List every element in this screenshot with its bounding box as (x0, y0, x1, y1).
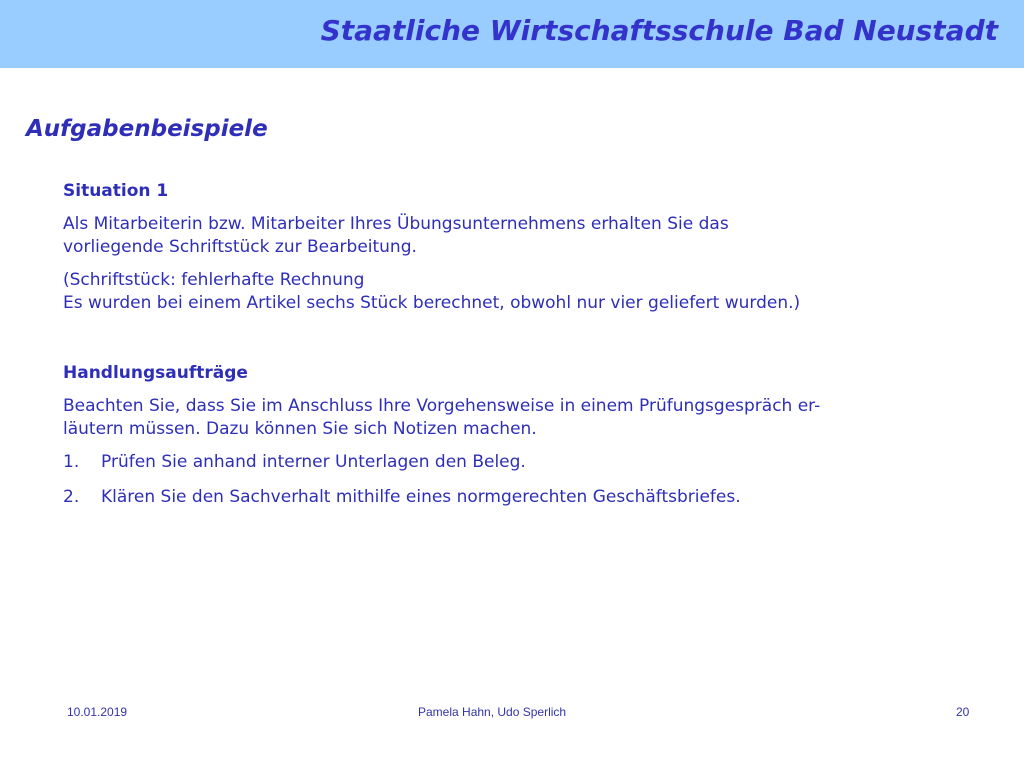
task-item-1-text: Prüfen Sie anhand interner Unterlagen den Beleg. (101, 452, 526, 472)
situation-heading: Situation 1 (63, 181, 169, 201)
school-title: Staatliche Wirtschaftsschule Bad Neustadt (320, 14, 998, 47)
task-item-2-text: Klären Sie den Sachverhalt mithilfe eines normgerechten Geschäftsbriefes. (101, 487, 741, 507)
situation-paragraph-2 (63, 269, 983, 315)
task-item-1-number: 1. (63, 452, 80, 472)
footer-date: 10.01.2019 (67, 705, 128, 719)
section-title: Aufgabenbeispiele (26, 116, 268, 142)
footer-authors: Pamela Hahn, Udo Sperlich (418, 705, 567, 719)
situation-paragraph-1-line-1: Als Mitarbeiterin bzw. Mitarbeiter Ihres Übungsunternehmens erhalten Sie das (63, 214, 729, 234)
slide-content (63, 180, 983, 521)
tasks-intro (63, 395, 983, 441)
task-item-2-number: 2. (63, 487, 80, 507)
footer-page-number: 20 (956, 705, 970, 719)
task-item-2 (63, 486, 983, 509)
situation-paragraph-2-line-1: (Schriftstück: fehlerhafte Rechnung (63, 270, 365, 290)
tasks-intro-line-2: läutern müssen. Dazu können Sie sich Notizen machen. (63, 419, 537, 439)
situation-paragraph-2-line-2: Es wurden bei einem Artikel sechs Stück berechnet, obwohl nur vier geliefert wurden.) (63, 293, 801, 313)
header-bar (0, 0, 1024, 68)
spacer (63, 325, 983, 362)
task-item-1 (63, 451, 983, 474)
situation-paragraph-1 (63, 213, 983, 259)
tasks-intro-line-1: Beachten Sie, dass Sie im Anschluss Ihre Vorgehensweise in einem Prüfungsgespräch er- (63, 396, 821, 416)
tasks-heading: Handlungsaufträge (63, 363, 248, 383)
situation-paragraph-1-line-2: vorliegende Schriftstück zur Bearbeitung. (63, 237, 417, 257)
